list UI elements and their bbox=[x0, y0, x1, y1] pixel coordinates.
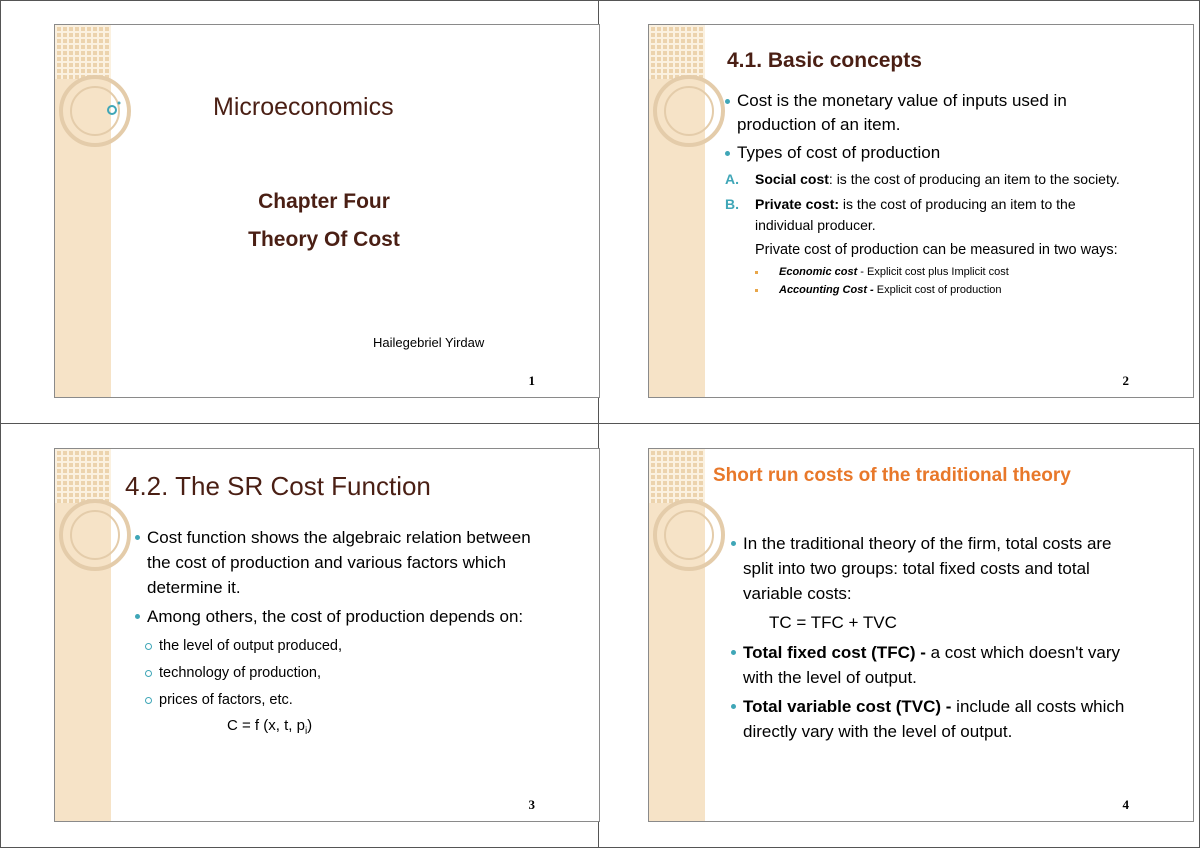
definition: Explicit cost of production bbox=[873, 284, 1002, 296]
slide-3 bbox=[54, 448, 600, 822]
author: Hailegebriel Yirdaw bbox=[373, 335, 485, 350]
slide-heading: 4.1. Basic concepts bbox=[727, 49, 922, 72]
sub-item-private-cost bbox=[725, 194, 1135, 236]
bullet-item: Types of cost of production bbox=[725, 141, 1135, 165]
slide-number: 4 bbox=[1122, 797, 1129, 812]
slide-number: 3 bbox=[528, 797, 535, 812]
definition: a cost which doesn't vary with the level of output. bbox=[743, 643, 1121, 687]
sub-item: technology of production, bbox=[135, 660, 535, 687]
chapter-subtitle: Theory Of Cost bbox=[248, 228, 400, 251]
term: Total variable cost (TVC) - bbox=[743, 697, 952, 716]
slide-number: 1 bbox=[528, 373, 535, 388]
slide-body bbox=[135, 525, 535, 744]
definition: - Explicit cost plus Implicit cost bbox=[857, 266, 1009, 278]
bullet-item: Among others, the cost of production depends on: bbox=[135, 604, 535, 629]
decorative-rings bbox=[55, 25, 145, 165]
sub-item-social-cost bbox=[725, 169, 1135, 190]
term: Social cost bbox=[755, 171, 829, 187]
list-label: A. bbox=[725, 171, 739, 187]
chapter-title bbox=[207, 183, 441, 259]
slide-body bbox=[725, 89, 1135, 299]
slide-body bbox=[731, 531, 1131, 748]
sub-sub-item bbox=[725, 281, 1135, 299]
term: Private cost: bbox=[755, 196, 840, 212]
cost-function-formula: C = f (x, t, $p_i$) bbox=[227, 717, 313, 737]
slide-2 bbox=[648, 24, 1194, 398]
bullet-item: Cost is the monetary value of inputs used in production of an item. bbox=[725, 89, 1135, 137]
cost-equation: TC = TFC + TVC bbox=[769, 613, 897, 632]
decorative-rings bbox=[55, 449, 145, 589]
slide-heading: 4.2. The SR Cost Function bbox=[125, 471, 431, 501]
chapter-number: Chapter Four bbox=[258, 190, 390, 213]
slide-heading: Short run costs of the traditional theory bbox=[713, 465, 1071, 486]
slide-number: 2 bbox=[1122, 373, 1129, 388]
bullet-item bbox=[731, 640, 1131, 690]
private-cost-note: Private cost of production can be measured in two ways: bbox=[755, 242, 1118, 258]
term: Economic cost bbox=[779, 266, 858, 278]
list-label: B. bbox=[725, 196, 739, 212]
sub-item: the level of output produced, bbox=[135, 633, 535, 660]
definition: : is the cost of producing an item to the society. bbox=[828, 171, 1120, 187]
definition: is the cost of producing an item to the individual producer. bbox=[755, 196, 1076, 233]
term: Accounting Cost - bbox=[779, 284, 874, 296]
deck-title: Microeconomics bbox=[213, 93, 394, 121]
slide-1 bbox=[54, 24, 600, 398]
definition: include all costs which directly vary with the level of output. bbox=[743, 697, 1125, 741]
bullet-item: In the traditional theory of the firm, total costs are split into two groups: total fixed costs and total variable costs: bbox=[731, 531, 1131, 606]
sub-sub-item bbox=[725, 263, 1135, 281]
term: Total fixed cost (TFC) - bbox=[743, 643, 926, 662]
bullet-item bbox=[731, 694, 1131, 744]
slide-4 bbox=[648, 448, 1194, 822]
bullet-item: Cost function shows the algebraic relation between the cost of production and various factors which determine it. bbox=[135, 525, 535, 600]
sub-item: prices of factors, etc. bbox=[135, 687, 535, 714]
divider-horizontal bbox=[0, 423, 1200, 424]
